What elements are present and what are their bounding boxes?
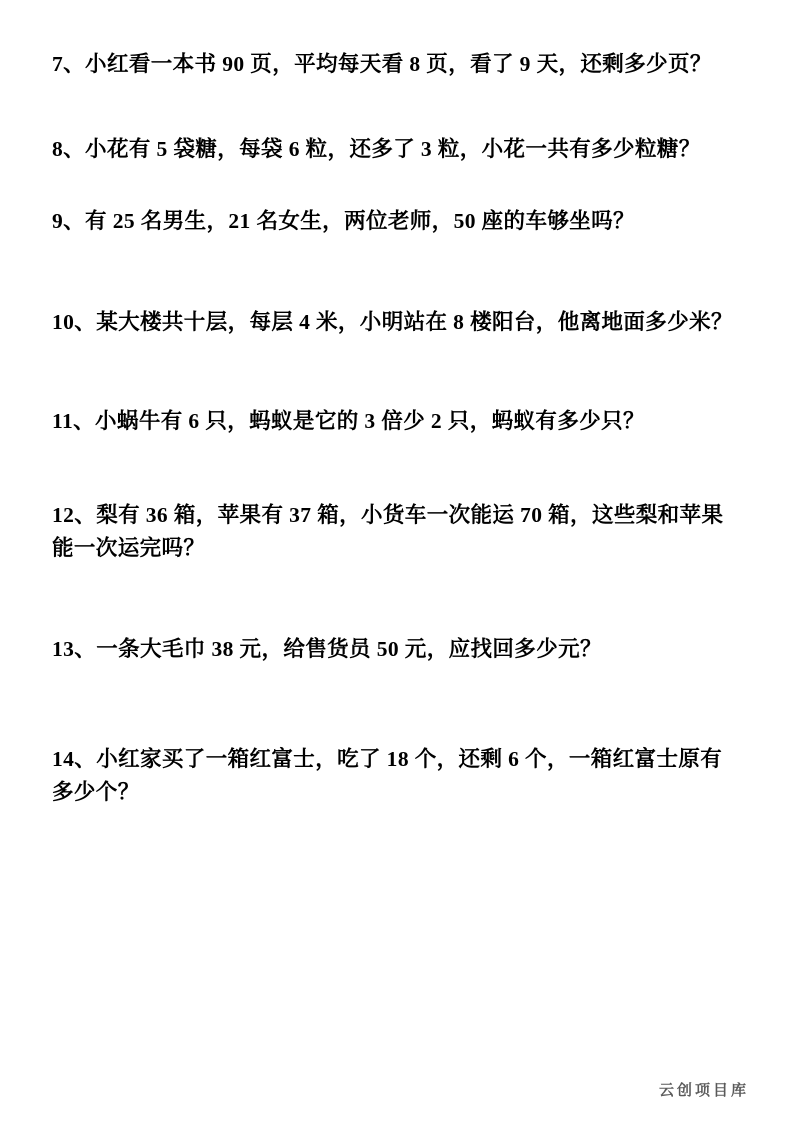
problem-item-12: 12、梨有 36 箱，苹果有 37 箱，小货车一次能运 70 箱，这些梨和苹果能一次运完吗？ xyxy=(52,503,724,561)
problem-item-14: 14、小红家买了一箱红富士，吃了 18 个，还剩 6 个，一箱红富士原有多少个？ xyxy=(52,747,723,805)
problem-item-13: 13、一条大毛巾 38 元，给售货员 50 元，应找回多少元？ xyxy=(52,636,602,661)
problem-item-10: 10、某大楼共十层，每层 4 米，小明站在 8 楼阳台，他离地面多少米？ xyxy=(52,310,733,335)
problem-item-8: 8、小花有 5 袋糖，每袋 6 粒，还多了 3 粒，小花一共有多少粒糖？ xyxy=(52,136,701,161)
problem-item-7: 7、小红看一本书 90 页，平均每天看 8 页，看了 9 天，还剩多少页？ xyxy=(52,52,712,76)
problem-item-11: 11、小蜗牛有 6 只，蚂蚁是它的 3 倍少 2 只，蚂蚁有多少只？ xyxy=(52,408,645,433)
watermark-label: 云创项目库 xyxy=(658,1082,749,1099)
problem-item-9: 9、有 25 名男生，21 名女生，两位老师，50 座的车够坐吗？ xyxy=(52,209,635,234)
